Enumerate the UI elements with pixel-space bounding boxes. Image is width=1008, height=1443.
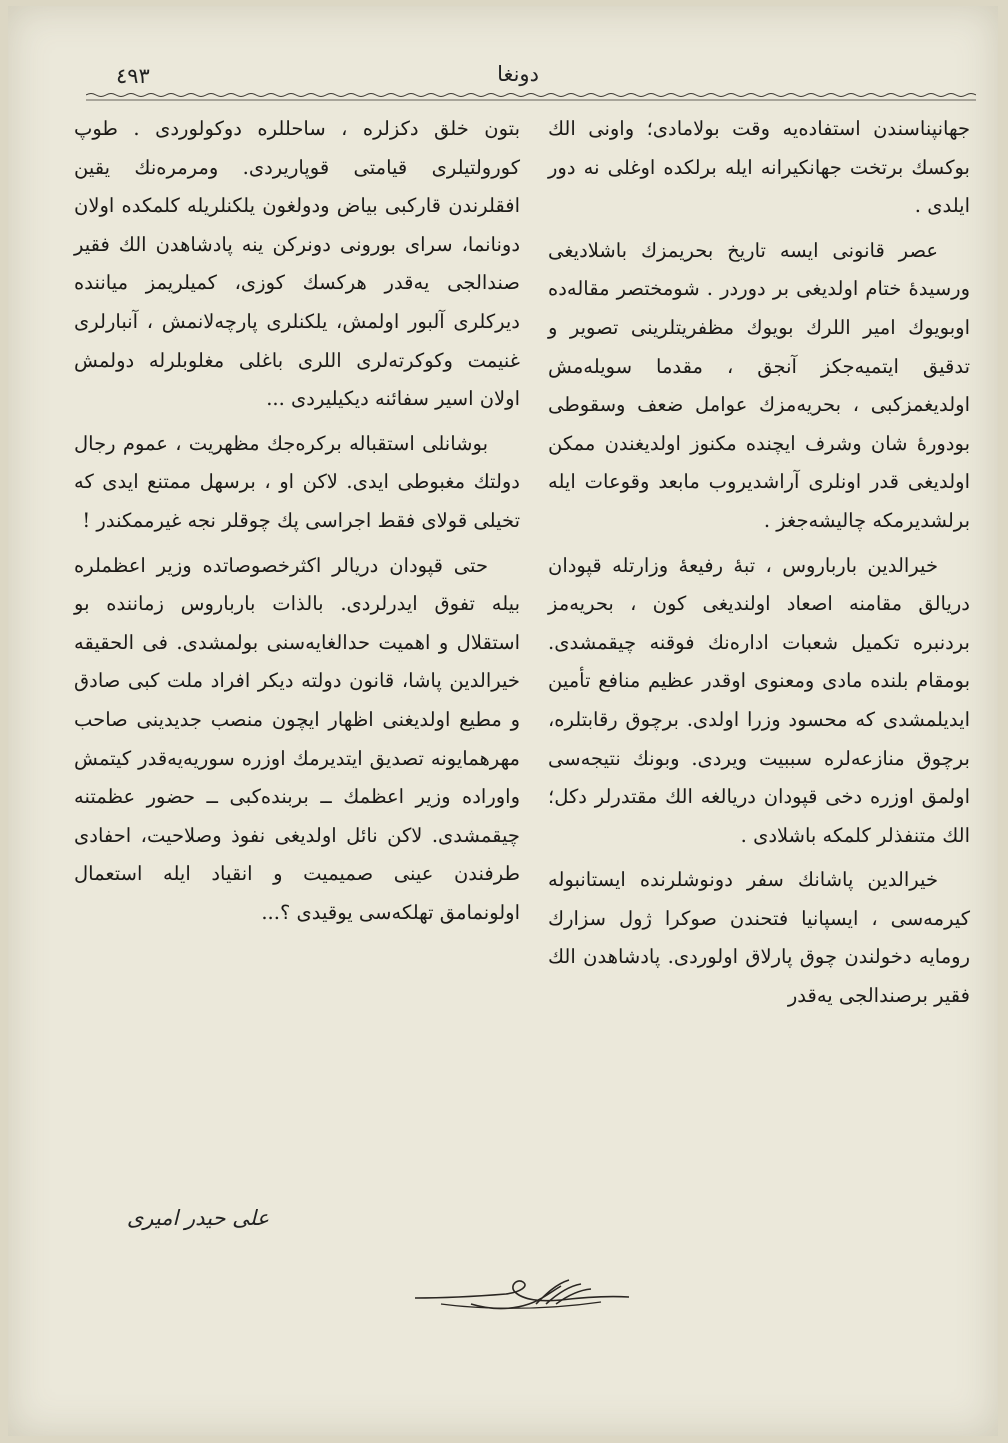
right-paragraph-4: خیرالدین پاشانك سفر دونوشلرنده ایستانبوله كیرمەسی ، ایسپانیا فتحندن صوكرا ژول سزارك رومایه دخولندن چوق پارلاق اولوردی. پادشاهدن الك فقیر برصندالجی یەقدر bbox=[548, 868, 970, 1008]
scroll-flourish-ornament-icon bbox=[411, 1274, 633, 1318]
author-signature: علی حیدر امیری bbox=[126, 1206, 270, 1230]
left-paragraph-1: بتون خلق دكزلره ، ساحللره دوكولوردی . طوپ كورولتیلری قیامتی قوپاریردی. ومرمرەنك یقین افقلرندن قاركبی بیاض ودولغون یلكنلریله كلمكده اولان دونانما، سرای بورونی دونركن ینه پادشاهدن الك فقیر صندالجی یەقدر هركسك كوزی، كمیلریمز میاننده دیركلری آلبور اولمش، یلكنلری پارچەلانمش ، آنبارلری غنیمت وكوكرتەلری اللری باغلی مغلوبلرله دولمش اولان اسیر سفائنه دیكیلیردی ... bbox=[74, 117, 521, 411]
wavy-header-rule bbox=[86, 92, 976, 102]
right-paragraph-2: عصر قانونی ایسه تاریخ بحریمزك باشلادیغی ورسیدۀ ختام اولدیغی بر دوردر . شومختصر مقالەده اوبویوك امیر اللرك بویوك مظفریتلرینی تصویر و تدقیق ایتمیەجكز آنجق ، مقدما سویلەمش اولدیغمزكبی ، بحریەمزك عوامل ضعف وسقوطی بودورۀ شان وشرف ایچنده مكنوز اولدیغندن ممكن اولدیغی قدر اونلری آراشدیروب مابعد وقوعات ایله برلشدیرمكه چالیشەجغز . bbox=[548, 238, 970, 532]
left-paragraph-2: بوشانلی استقباله بركرەجك مظهریت ، عموم رجال دولتك مغبوطی ایدی. لاكن او ، برسهل ممتنع ایدی كه تخیلی قولای فقط اجراسی پك چوقلر نجه غیرممكندر ! bbox=[74, 431, 520, 532]
left-column bbox=[74, 110, 520, 932]
right-column bbox=[548, 110, 970, 1016]
right-paragraph-3: خیرالدین بارباروس ، تبۀ رفیعۀ وزارتله قپودان دریالق مقامنه اصعاد اولندیغی كون ، بحریەمز بردنبره تكمیل شعبات ادارەنك فوقنه چیقمشدی. بومقام بلنده مادی ومعنوی اوقدر عظیم منافع تأمین ایدیلمشدی كه محسود وزرا اولدی. برچوق رقابتلره، برچوق منازعەلره سببیت ویردی. وبونك نتیجەسی اولمق اوزره دخی قپودان دریالغه الك مقتدرلر دكل؛ الك متنفذلر كلمكه باشلادی . bbox=[548, 553, 970, 847]
running-title: دونغا bbox=[497, 62, 539, 86]
right-paragraph-1: جهانپناسندن استفادەیه وقت بولامادی؛ واونی الك بوكسك برتخت جهانكیرانه ایله برلكده اوغلی نه دور ایلدی . bbox=[548, 117, 970, 218]
left-paragraph-3: حتی قپودان دریالر اكثرخصوصاتده وزیر اعظملره بیله تفوق ایدرلردی. بالذات بارباروس زماننده بو استقلال و اهمیت حدالغایەسنی بولمشدی. فی الحقیقه خیرالدین پاشا، قانون دولته دیكر افراد ملت كبی صادق و مطیع اولدیغنی اظهار ایچون منصب جدیدینی صاحب مهرهمایونه تصدیق ایتدیرمك اوزره سوریەیەقدر كیتمش واوراده وزیر اعظمك ــ بربندەكبی ــ حضور عظمتنه چیقمشدی. لاكن نائل اولدیغی نفوذ وصلاحیت، احفادی طرفندن عینی صمیمیت و انقیاد ایله استعمال اولونمامق تهلكەسی یوقیدی ؟... bbox=[74, 553, 520, 924]
page-number: ٤٩٣ bbox=[116, 64, 150, 88]
document-page bbox=[8, 6, 998, 1436]
